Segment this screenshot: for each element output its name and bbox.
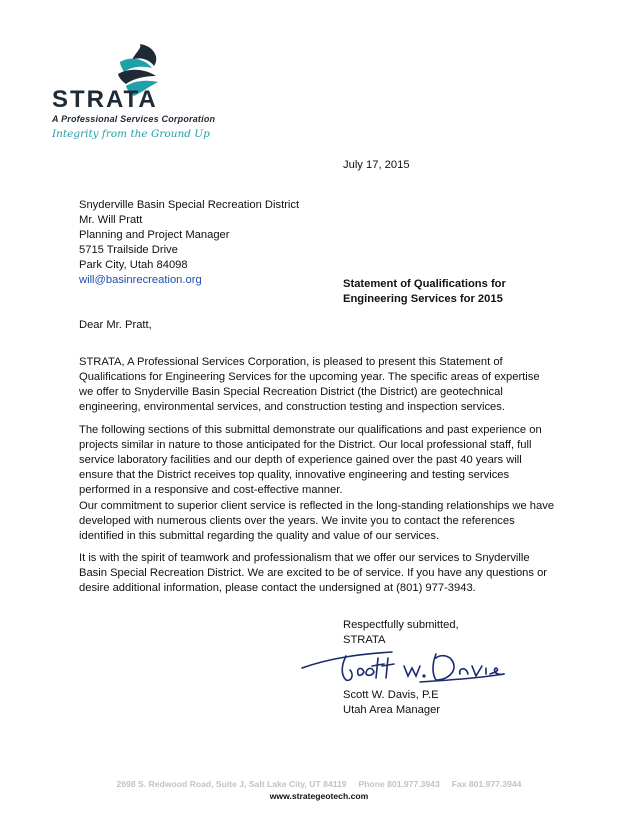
- footer-website-link[interactable]: www.strategeotech.com: [269, 791, 369, 801]
- paragraph-line: Our commitment to superior client service is reflected in the long-standing relationships we have: [79, 500, 555, 512]
- body-paragraph: [79, 423, 559, 498]
- recipient-title: Planning and Project Manager: [79, 229, 230, 241]
- signer-block: [343, 688, 440, 718]
- salutation: Dear Mr. Pratt,: [79, 319, 152, 331]
- recipient-name: Mr. Will Pratt: [79, 214, 143, 226]
- closing-line: Respectfully submitted,: [343, 619, 459, 631]
- logo-wordmark: STRATA: [52, 86, 158, 113]
- paragraph-line: Qualifications for Engineering Services for the upcoming year. The specific areas of expertise: [79, 371, 540, 383]
- paragraph-line: identified in this submittal regarding the quality and value of our services.: [79, 530, 440, 542]
- paragraph-line: projects similar in nature to those anticipated for the District. Our local professional staff, full: [79, 439, 532, 451]
- paragraph-line: performed in a responsive and cost-effective manner.: [79, 484, 343, 496]
- subject-line-2: Engineering Services for 2015: [343, 293, 503, 305]
- recipient-email-link[interactable]: will@basinrecreation.org: [79, 274, 202, 286]
- paragraph-line: It is with the spirit of teamwork and professionalism that we offer our services to Snyderville: [79, 552, 530, 564]
- paragraph-line: STRATA, A Professional Services Corporation, is pleased to present this Statement of: [79, 356, 503, 368]
- logo-tagline: Integrity from the Ground Up: [52, 128, 210, 140]
- paragraph-line: we offer to Snyderville Basin Special Recreation District (the District) are geotechnical: [79, 386, 503, 398]
- signer-title: Utah Area Manager: [343, 704, 441, 716]
- paragraph-line: ensure that the District receives top quality, innovative engineering and testing services: [79, 469, 510, 481]
- paragraph-line: engineering, environmental services, and construction testing and inspection services.: [79, 401, 505, 413]
- recipient-street: 5715 Trailside Drive: [79, 244, 178, 256]
- recipient-organization: Snyderville Basin Special Recreation District: [79, 199, 300, 211]
- handwritten-signature: [300, 644, 505, 686]
- paragraph-line: service laboratory facilities and our depth of experience gained over the past 40 years will: [79, 454, 522, 466]
- recipient-city: Park City, Utah 84098: [79, 259, 188, 271]
- body-paragraph: [79, 551, 559, 596]
- paragraph-line: developed with numerous clients over the years. We invite you to contact the references: [79, 515, 515, 527]
- subject-line-1: Statement of Qualifications for: [343, 278, 506, 290]
- paragraph-line: Basin Special Recreation District. We are excited to be of service. If you have any questions or: [79, 567, 548, 579]
- paragraph-line: desire additional information, please contact the undersigned at (801) 977-3943.: [79, 582, 476, 594]
- body-paragraph: [79, 499, 559, 544]
- body-paragraph: [79, 355, 559, 415]
- logo-subtitle: A Professional Services Corporation: [52, 114, 216, 124]
- subject-block: [343, 277, 506, 307]
- paragraph-line: The following sections of this submittal demonstrate our qualifications and past experience on: [79, 424, 542, 436]
- recipient-address: [79, 198, 299, 288]
- closing-company: STRATA: [343, 634, 386, 646]
- letter-date: July 17, 2015: [343, 159, 410, 171]
- footer-address: 2698 S. Redwood Road, Suite J, Salt Lake City, UT 84119 Phone 801.977.3943 Fax 801.977.3944: [116, 779, 522, 789]
- signer-name: Scott W. Davis, P.E: [343, 689, 439, 701]
